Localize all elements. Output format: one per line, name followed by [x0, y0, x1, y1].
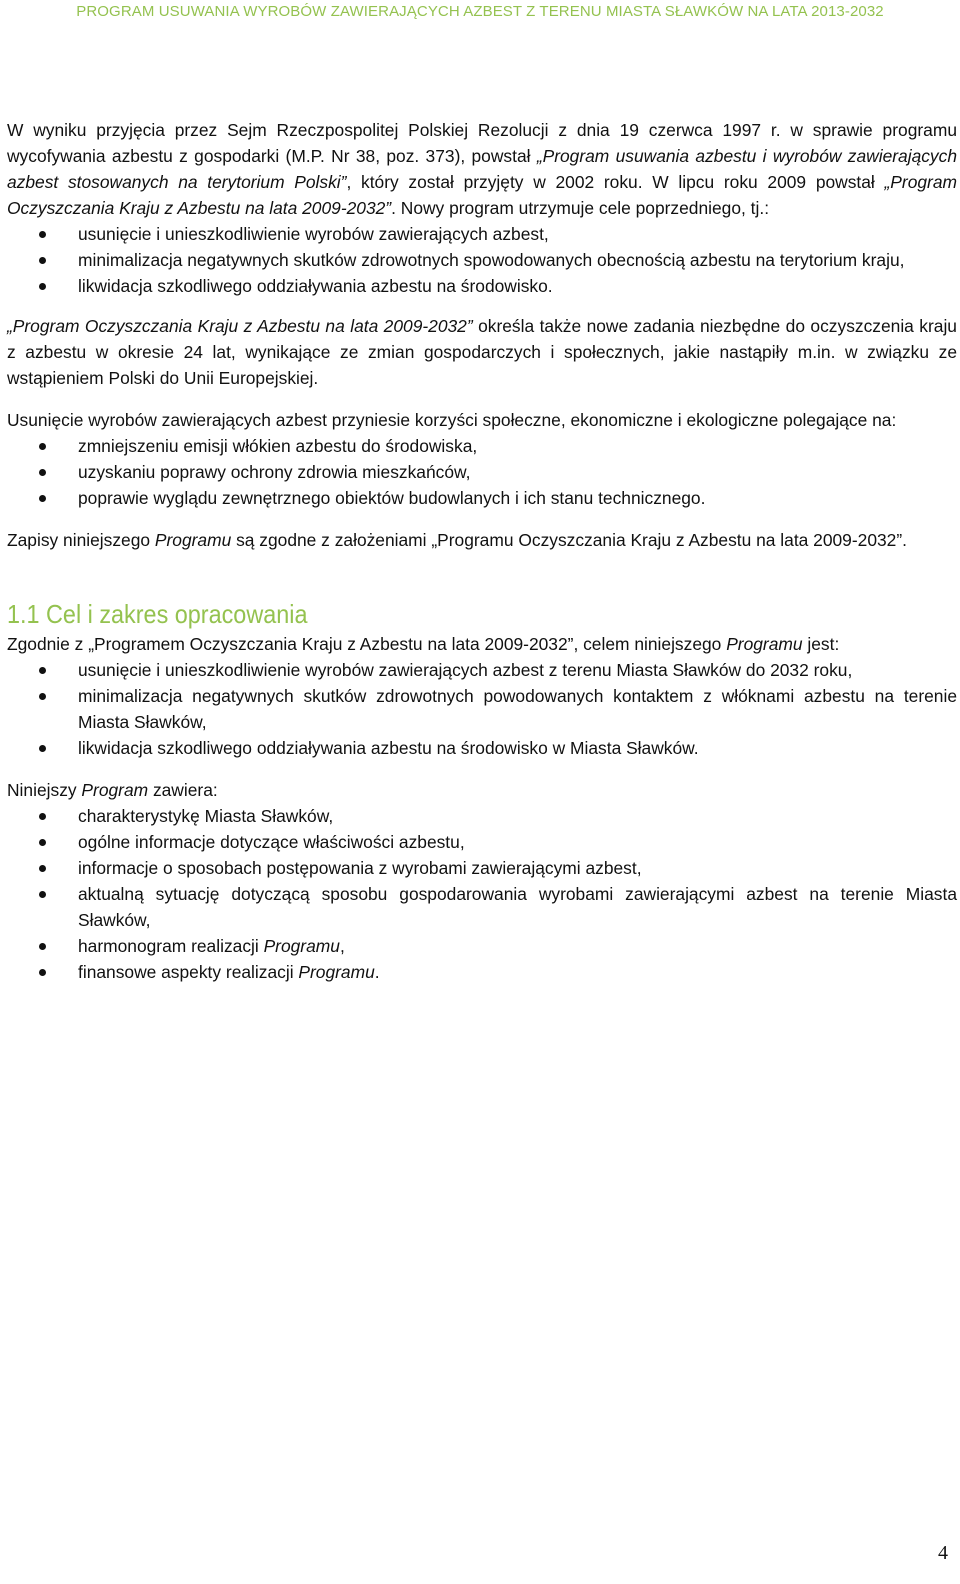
goals-list [7, 221, 957, 299]
document-body [7, 117, 957, 985]
list-item: likwidacja szkodliwego oddziaływania azbestu na środowisko. [7, 273, 957, 299]
list-item: informacje o sposobach postępowania z wyrobami zawierającymi azbest, [7, 855, 957, 881]
intro-italic-title-1: „Program usuwania azbestu i wyrobów zawierających azbest stosowanych na terytorium Polski” [7, 146, 957, 192]
list-item: zmniejszeniu emisji włókien azbestu do środowiska, [7, 433, 957, 459]
program-tasks-paragraph [7, 313, 957, 391]
page-number: 4 [938, 1542, 948, 1564]
intro-italic-title-2: „Program Oczyszczania Kraju z Azbestu na lata 2009-2032” [7, 172, 957, 218]
list-item: harmonogram realizacji Programu, [7, 933, 957, 959]
list-item: uzyskaniu poprawy ochrony zdrowia mieszkańców, [7, 459, 957, 485]
list-item: charakterystykę Miasta Sławków, [7, 803, 957, 829]
list-item: poprawie wyglądu zewnętrznego obiektów budowlanych i ich stanu technicznego. [7, 485, 957, 511]
running-header: PROGRAM USUWANIA WYROBÓW ZAWIERAJĄCYCH AZBEST Z TERENU MIASTA SŁAWKÓW NA LATA 2013-2032 [76, 3, 884, 20]
list-item: usunięcie i unieszkodliwienie wyrobów zawierających azbest z terenu Miasta Sławków do 2032 roku, [7, 657, 957, 683]
benefits-list [7, 433, 957, 511]
program-tasks-text: określa także nowe zadania niezbędne do oczyszczenia kraju z azbestu w okresie 24 lat, wynikające ze zmian gospodarczych i społecznych, jakie nastąpiły m.in. w związku ze wstąpieniem Polski do Unii Europejskiej. [7, 316, 957, 388]
objectives-list [7, 657, 957, 761]
list-item: likwidacja szkodliwego oddziaływania azbestu na środowisko w Miasta Sławków. [7, 735, 957, 761]
list-item: minimalizacja negatywnych skutków zdrowotnych powodowanych kontaktem z włóknami azbestu na terenie Miasta Sławków, [7, 683, 957, 735]
intro-paragraph [7, 117, 957, 221]
contents-list [7, 803, 957, 985]
intro-text-2: , który został przyjęty w 2002 roku. W lipcu roku 2009 powstał [346, 172, 885, 192]
intro-text-3: . Nowy program utrzymuje cele poprzedniego, tj.: [391, 198, 770, 218]
compliance-paragraph: Zapisy niniejszego Programu są zgodne z założeniami „Programu Oczyszczania Kraju z Azbestu na lata 2009-2032”. [7, 530, 907, 550]
list-item: finansowe aspekty realizacji Programu. [7, 959, 957, 985]
list-item: usunięcie i unieszkodliwienie wyrobów zawierających azbest, [7, 221, 957, 247]
program-italic-title: „Program Oczyszczania Kraju z Azbestu na lata 2009-2032” [7, 316, 473, 336]
intro-text-1: W wyniku przyjęcia przez Sejm Rzeczpospolitej Polskiej Rezolucji z dnia 19 czerwca 1997 r. w sprawie programu wycofywania azbestu z gospodarki (M.P. Nr 38, poz. 373), powstał [7, 120, 957, 166]
contents-paragraph: Niniejszy Program zawiera: [7, 780, 218, 800]
list-item: aktualną sytuację dotyczącą sposobu gospodarowania wyrobami zawierającymi azbest na terenie Miasta Sławków, [7, 881, 957, 933]
list-item: minimalizacja negatywnych skutków zdrowotnych spowodowanych obecnością azbestu na terytorium kraju, [7, 247, 957, 273]
benefits-paragraph: Usunięcie wyrobów zawierających azbest przyniesie korzyści społeczne, ekonomiczne i ekologiczne polegające na: [7, 410, 897, 430]
section-heading: 1.1 Cel i zakres opracowania [7, 599, 308, 629]
list-item: ogólne informacje dotyczące właściwości azbestu, [7, 829, 957, 855]
objective-paragraph: Zgodnie z „Programem Oczyszczania Kraju z Azbestu na lata 2009-2032”, celem niniejszego Programu jest: [7, 634, 840, 654]
